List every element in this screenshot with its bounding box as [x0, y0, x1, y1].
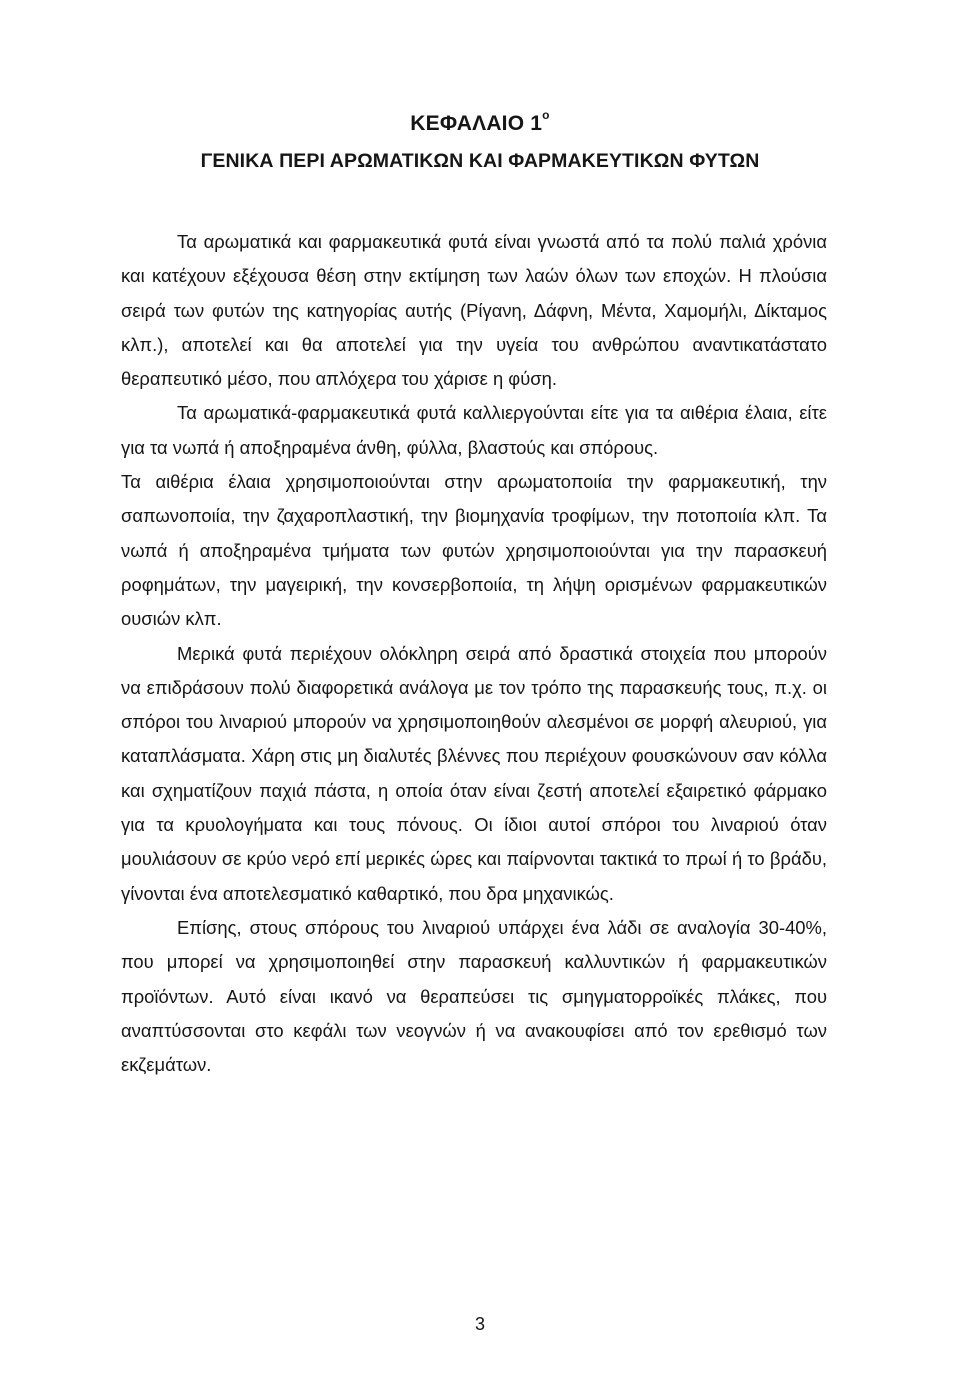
body-text — [121, 225, 827, 1082]
chapter-title: ΓΕΝΙΚΑ ΠΕΡΙ ΑΡΩΜΑΤΙΚΩΝ ΚΑΙ ΦΑΡΜΑΚΕΥΤΙΚΩΝ ΦΥΤΩΝ — [200, 150, 760, 172]
paragraph-intro: Τα αρωματικά και φαρμακευτικά φυτά είναι γνωστά από τα πολύ παλιά χρόνια και κατέχουν εξέχουσα θέση στην εκτίμηση των λαών όλων των εποχών. Η πλούσια σειρά των φυτών της κατηγορίας αυτής (Ρίγανη, Δάφνη, Μέντα, Χαμομήλι, Δίκταμος κλπ.), αποτελεί και θα αποτελεί για την υγεία του ανθρώπου αναντικατάστατο θεραπευτικό μέσο, που απλόχερα του χάρισε η φύση. — [121, 231, 827, 390]
chapter-label-ordinal: ο — [542, 108, 550, 122]
paragraph-linseed-oil: Επίσης, στους σπόρους του λιναριού υπάρχει ένα λάδι σε αναλογία 30-40%, που μπορεί να χρησιμοποιηθεί στην παρασκευή καλλυντικών ή φαρμακευτικών προϊόντων. Αυτό είναι ικανό να θεραπεύσει τις σμηγματορροϊκές πλάκες, που αναπτύσσονται στο κεφάλι των νεογνών ή να ανακουφίσει από τον ερεθισμό των εκζεμάτων. — [121, 916, 827, 1076]
chapter-label — [0, 108, 960, 136]
chapter-label-text: ΚΕΦΑΛΑΙΟ 1 — [410, 112, 543, 135]
paragraph-active-ingredients: Μερικά φυτά περιέχουν ολόκληρη σειρά από δραστικά στοιχεία που μπορούν να επιδράσουν πολύ διαφορετικά ανάλογα με τον τρόπο της παρασκευής τους, π.χ. οι σπόροι του λιναριού μπορούν να χρησιμοποιηθούν αλεσμένοι σε μορφή αλευριού, για καταπλάσματα. Χάρη στις μη διαλυτές βλέννες που περιέχουν φουσκώνουν σαν κόλλα και σχηματίζουν παχιά πάστα, η οποία όταν είναι ζεστή αποτελεί εξαιρετικό φάρμακο για τα κρυολογήματα και τους πόνους. Οι ίδιοι αυτοί σπόροι του λιναριού όταν μουλιάσουν σε κρύο νερό επί μερικές ώρες και παίρνονται τακτικά το πρωί ή το βράδυ, γίνονται ένα αποτελεσματικό καθαρτικό, που δρα μηχανικώς. — [121, 642, 827, 904]
paragraph-essential-oils: Τα αιθέρια έλαια χρησιμοποιούνται στην αρωματοποιία την φαρμακευτική, την σαπωνοποιία, την ζαχαροπλαστική, την βιομηχανία τροφίμων, την ποτοποιία κλπ. Τα νωπά ή αποξηραμένα τμήματα των φυτών χρησιμοποιούνται για την παρασκευή ροφημάτων, την μαγειρική, την κονσερβοποιία, τη λήψη ορισμένων φαρμακευτικών ουσιών κλπ. — [121, 471, 827, 630]
page-number: 3 — [474, 1314, 485, 1334]
paragraph-cultivation: Τα αρωματικά-φαρμακευτικά φυτά καλλιεργούνται είτε για τα αιθέρια έλαια, είτε για τα νωπά ή αποξηραμένα άνθη, φύλλα, βλαστούς και σπόρους. — [121, 402, 827, 458]
